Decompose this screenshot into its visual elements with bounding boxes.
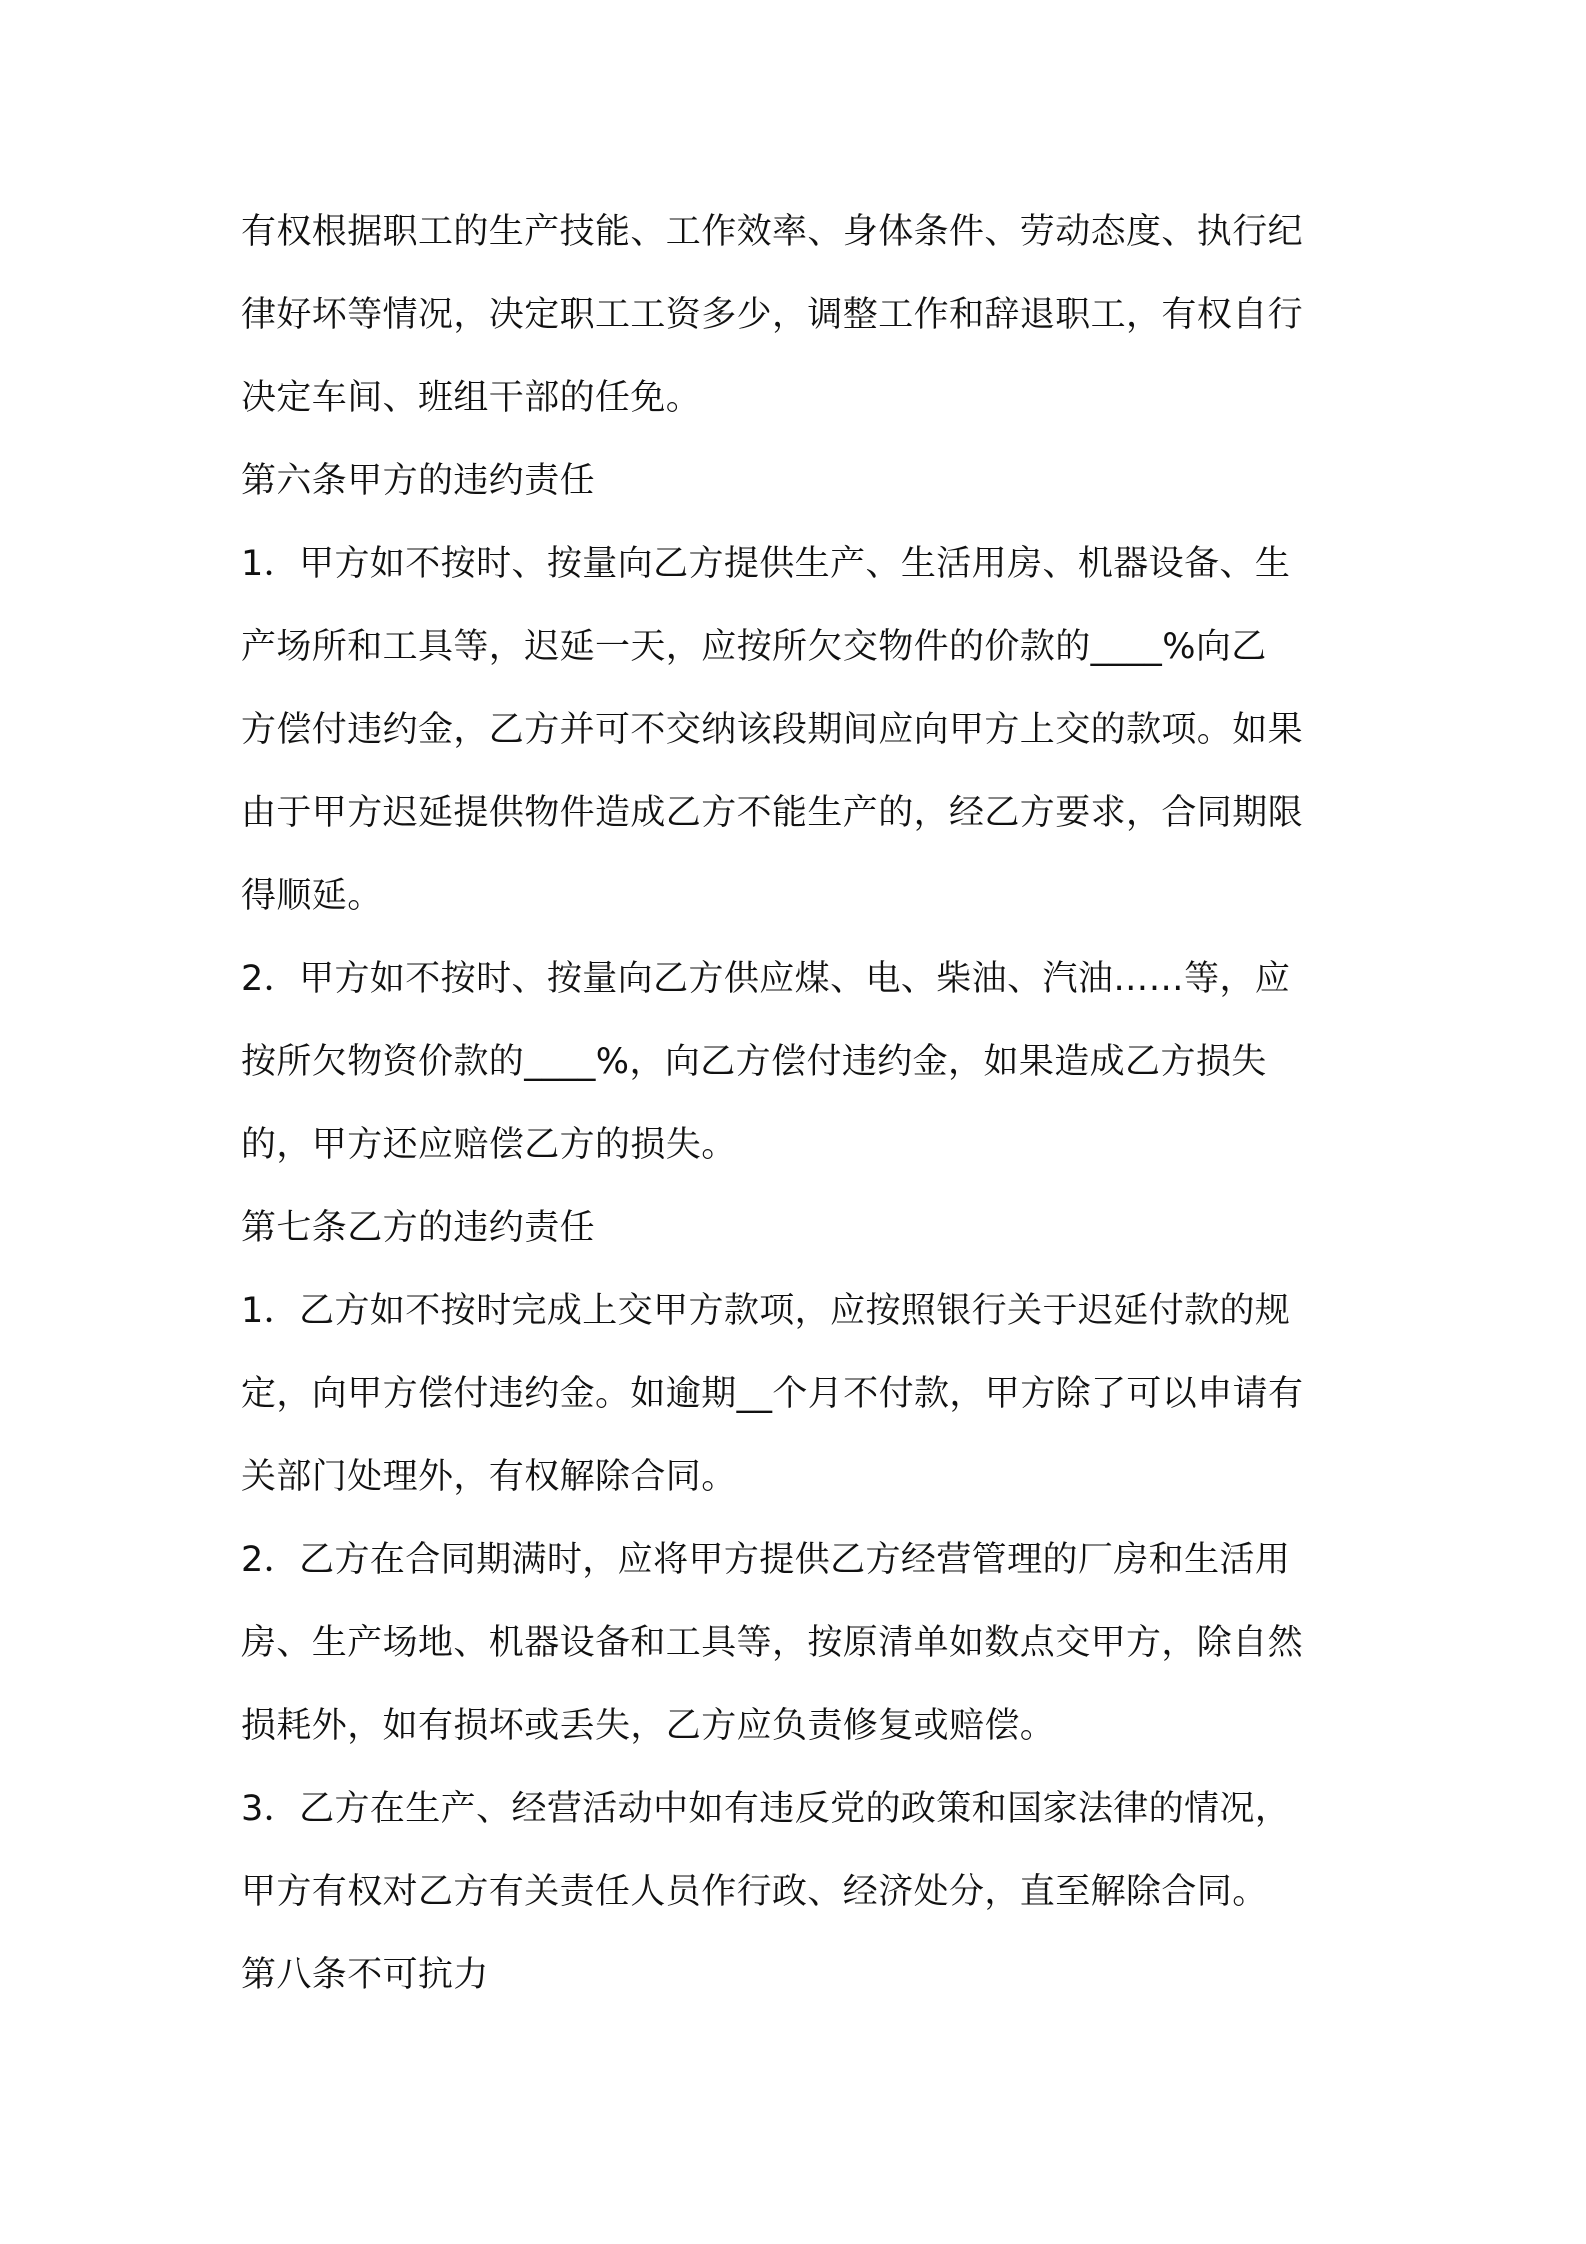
paragraph-line: 的，甲方还应赔偿乙方的损失。 <box>241 1125 737 1165</box>
paragraph-line: 房、生产场地、机器设备和工具等，按原清单如数点交甲方，除自然 <box>241 1623 1304 1663</box>
paragraph-line: 定，向甲方偿付违约金。如逾期__个月不付款，甲方除了可以申请有 <box>241 1374 1304 1414</box>
paragraph-line: 得顺延。 <box>241 876 383 916</box>
paragraph-line: 3．乙方在生产、经营活动中如有违反党的政策和国家法律的情况， <box>241 1789 1291 1829</box>
paragraph-line: 方偿付违约金，乙方并可不交纳该段期间应向甲方上交的款项。如果 <box>241 710 1304 750</box>
paragraph-line: 甲方有权对乙方有关责任人员作行政、经济处分，直至解除合同。 <box>241 1872 1268 1912</box>
paragraph-line: 2．乙方在合同期满时，应将甲方提供乙方经营管理的厂房和生活用 <box>241 1540 1291 1580</box>
paragraph-line: 损耗外，如有损坏或丢失，乙方应负责修复或赔偿。 <box>241 1706 1056 1746</box>
paragraph-line: 1．乙方如不按时完成上交甲方款项，应按照银行关于迟延付款的规 <box>241 1291 1291 1331</box>
paragraph-line: 产场所和工具等，迟延一天，应按所欠交物件的价款的____%向乙 <box>241 627 1267 667</box>
paragraph-line: 按所欠物资价款的____%，向乙方偿付违约金，如果造成乙方损失 <box>241 1042 1267 1082</box>
paragraph-line: 有权根据职工的生产技能、工作效率、身体条件、劳动态度、执行纪 <box>241 212 1304 252</box>
section-heading: 第八条不可抗力 <box>241 1955 489 1995</box>
paragraph-line: 由于甲方迟延提供物件造成乙方不能生产的，经乙方要求，合同期限 <box>241 793 1304 833</box>
paragraph-line: 关部门处理外，有权解除合同。 <box>241 1457 737 1497</box>
paragraph-line: 律好坏等情况，决定职工工资多少，调整工作和辞退职工，有权自行 <box>241 295 1304 335</box>
paragraph-line: 2．甲方如不按时、按量向乙方供应煤、电、柴油、汽油……等，应 <box>241 959 1291 999</box>
paragraph-line: 1．甲方如不按时、按量向乙方提供生产、生活用房、机器设备、生 <box>241 544 1291 584</box>
paragraph-line: 决定车间、班组干部的任免。 <box>241 378 702 418</box>
section-heading: 第七条乙方的违约责任 <box>241 1208 596 1248</box>
section-heading: 第六条甲方的违约责任 <box>241 461 596 501</box>
